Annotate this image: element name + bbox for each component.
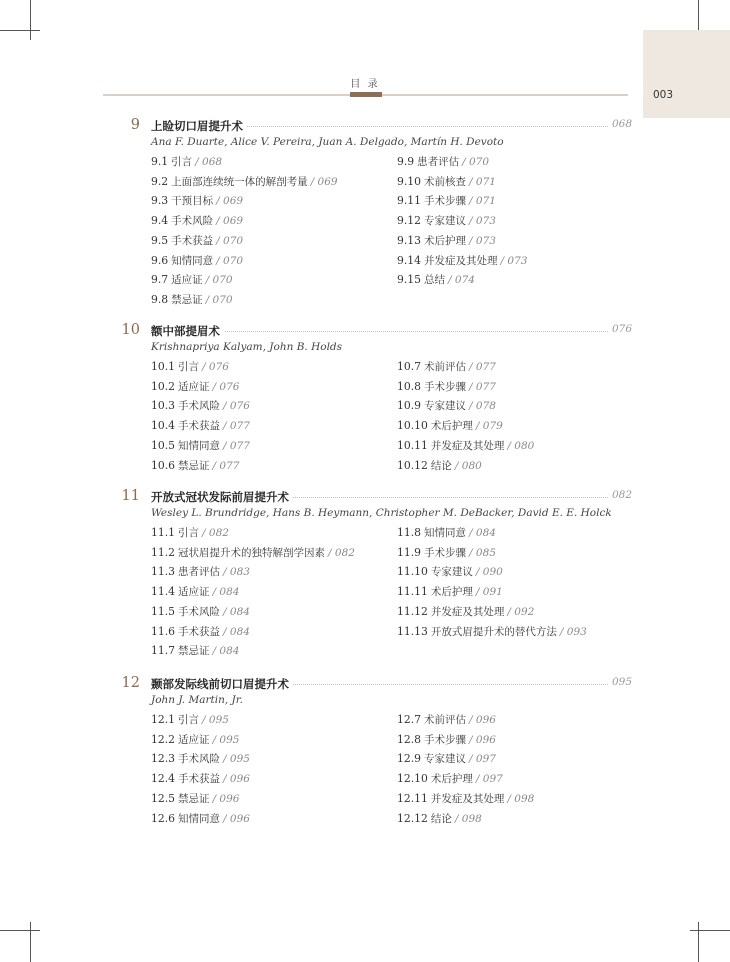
chapter-number: 10 bbox=[121, 322, 140, 338]
section-title: 引言 bbox=[171, 156, 193, 168]
section-title: 适应证 bbox=[178, 733, 210, 746]
section-number: 11.3 bbox=[151, 565, 176, 579]
toc-entry[interactable] bbox=[397, 545, 496, 560]
toc-entry[interactable] bbox=[397, 604, 534, 619]
section-number: 9.13 bbox=[397, 233, 422, 247]
section-page-number: / 074 bbox=[448, 274, 475, 287]
section-number: 9.15 bbox=[397, 273, 422, 287]
toc-entry[interactable] bbox=[151, 811, 250, 826]
section-title: 患者评估 bbox=[417, 156, 460, 168]
section-number: 9.2 bbox=[151, 174, 169, 188]
toc-entry[interactable] bbox=[397, 233, 496, 248]
section-title: 知情同意 bbox=[171, 254, 214, 267]
section-number: 12.1 bbox=[151, 713, 176, 726]
section-page-number: / 098 bbox=[454, 812, 482, 825]
section-page-number: / 073 bbox=[469, 215, 496, 228]
section-title: 冠状眉提升术的独特解剖学因素 bbox=[178, 546, 326, 559]
section-title: 并发症及其处理 bbox=[430, 439, 505, 452]
section-number: 12.3 bbox=[151, 752, 176, 766]
toc-entry[interactable] bbox=[397, 418, 503, 433]
crop-mark bbox=[0, 930, 40, 931]
section-page-number: / 090 bbox=[475, 566, 503, 579]
section-title: 手术风险 bbox=[178, 605, 221, 618]
section-number: 9.6 bbox=[151, 253, 169, 267]
section-number: 10.9 bbox=[397, 399, 422, 413]
toc-entry[interactable] bbox=[151, 545, 355, 560]
section-page-number: / 076 bbox=[212, 380, 240, 393]
toc-entry[interactable] bbox=[397, 811, 482, 826]
section-page-number: / 079 bbox=[475, 420, 503, 433]
crop-mark bbox=[30, 0, 31, 40]
chapter-page-number: 095 bbox=[609, 676, 632, 688]
section-number: 10.3 bbox=[151, 399, 176, 413]
section-page-number: / 077 bbox=[469, 380, 496, 393]
chapter-title[interactable]: 额中部提眉术 bbox=[151, 323, 224, 339]
section-number: 10.5 bbox=[151, 438, 176, 452]
section-number: 12.4 bbox=[151, 772, 176, 786]
toc-entry[interactable] bbox=[151, 564, 250, 579]
section-page-number: / 078 bbox=[469, 400, 496, 413]
toc-entry[interactable] bbox=[397, 359, 496, 374]
page-number: 003 bbox=[653, 89, 674, 101]
toc-entry[interactable] bbox=[151, 359, 229, 374]
toc-entry[interactable] bbox=[151, 624, 250, 639]
toc-entry[interactable] bbox=[151, 272, 233, 287]
section-number: 9.4 bbox=[151, 214, 169, 228]
section-page-number: / 077 bbox=[223, 439, 250, 452]
section-page-number: / 073 bbox=[500, 254, 528, 267]
section-title: 手术获益 bbox=[178, 625, 221, 638]
chapter-number: 9 bbox=[130, 117, 140, 133]
crop-mark bbox=[0, 30, 40, 31]
chapter-authors: Wesley L. Brundridge, Hans B. Heymann, Christopher M. DeBacker, David E. E. Holck bbox=[151, 507, 612, 519]
section-title: 干预目标 bbox=[171, 195, 214, 208]
toc-entry[interactable] bbox=[151, 643, 239, 658]
section-title: 引言 bbox=[178, 714, 200, 726]
section-title: 总结 bbox=[424, 274, 446, 287]
section-page-number: / 095 bbox=[212, 733, 240, 746]
chapter-title[interactable]: 颞部发际线前切口眉提升术 bbox=[151, 676, 293, 692]
section-page-number: / 091 bbox=[475, 586, 503, 599]
section-number: 10.4 bbox=[151, 419, 176, 433]
toc-entry[interactable] bbox=[397, 379, 496, 394]
section-number: 9.12 bbox=[397, 214, 422, 228]
section-title: 知情同意 bbox=[178, 439, 221, 452]
toc-entry[interactable] bbox=[151, 398, 250, 413]
chapter-number: 12 bbox=[121, 675, 140, 691]
section-page-number: / 096 bbox=[223, 812, 250, 825]
section-title: 患者评估 bbox=[178, 566, 221, 579]
section-title: 结论 bbox=[430, 812, 452, 825]
section-title: 手术获益 bbox=[171, 234, 214, 247]
section-page-number: / 071 bbox=[469, 195, 496, 208]
toc-entry[interactable] bbox=[397, 525, 496, 540]
toc-entry[interactable] bbox=[397, 732, 496, 747]
toc-entry[interactable] bbox=[397, 791, 534, 806]
section-title: 手术风险 bbox=[171, 215, 214, 228]
toc-entry[interactable] bbox=[397, 624, 587, 639]
section-title: 知情同意 bbox=[424, 527, 467, 539]
section-number: 12.8 bbox=[397, 732, 422, 746]
section-page-number: / 070 bbox=[462, 156, 490, 168]
toc-entry[interactable] bbox=[151, 253, 243, 268]
toc-entry[interactable] bbox=[151, 292, 233, 307]
section-page-number: / 070 bbox=[216, 234, 244, 247]
toc-entry[interactable] bbox=[397, 751, 496, 766]
toc-entry[interactable] bbox=[151, 233, 243, 248]
section-title: 适应证 bbox=[178, 380, 210, 393]
section-title: 专家建议 bbox=[424, 400, 467, 413]
section-number: 9.5 bbox=[151, 233, 169, 247]
section-number: 11.1 bbox=[151, 526, 176, 539]
toc-entry[interactable] bbox=[397, 253, 527, 268]
section-page-number: / 096 bbox=[223, 773, 250, 786]
crop-mark bbox=[698, 0, 699, 30]
section-page-number: / 097 bbox=[475, 773, 503, 786]
section-number: 10.7 bbox=[397, 360, 422, 373]
section-title: 术前评估 bbox=[424, 714, 467, 726]
section-number: 9.7 bbox=[151, 273, 169, 287]
section-title: 结论 bbox=[430, 459, 452, 472]
toc-entry[interactable] bbox=[151, 418, 250, 433]
section-number: 9.11 bbox=[397, 194, 422, 208]
section-number: 10.12 bbox=[397, 458, 428, 472]
section-title: 开放式眉提升术的替代方法 bbox=[430, 625, 557, 638]
section-number: 12.10 bbox=[397, 772, 428, 786]
section-title: 禁忌证 bbox=[178, 645, 210, 658]
section-page-number: / 096 bbox=[469, 733, 496, 746]
toc-entry[interactable] bbox=[151, 193, 243, 208]
toc-entry[interactable] bbox=[151, 154, 222, 169]
toc-entry[interactable] bbox=[397, 438, 534, 453]
section-title: 手术风险 bbox=[178, 753, 221, 766]
section-page-number: / 071 bbox=[469, 175, 496, 188]
section-page-number: / 084 bbox=[469, 527, 496, 539]
section-title: 专家建议 bbox=[424, 215, 467, 228]
section-title: 专家建议 bbox=[430, 566, 473, 579]
section-title: 禁忌证 bbox=[171, 293, 203, 306]
section-title: 知情同意 bbox=[178, 812, 221, 825]
section-number: 9.1 bbox=[151, 155, 169, 168]
section-number: 9.14 bbox=[397, 253, 422, 267]
section-page-number: / 070 bbox=[205, 274, 233, 287]
section-page-number: / 073 bbox=[469, 234, 496, 247]
crop-mark bbox=[690, 930, 730, 931]
section-page-number: / 093 bbox=[559, 625, 587, 638]
chapter-page-number: 082 bbox=[609, 489, 632, 501]
section-title: 适应证 bbox=[171, 274, 203, 287]
section-number: 12.11 bbox=[397, 791, 428, 805]
toc-entry[interactable] bbox=[397, 712, 496, 727]
section-number: 10.1 bbox=[151, 360, 176, 373]
section-title: 禁忌证 bbox=[178, 459, 210, 472]
section-number: 11.6 bbox=[151, 624, 176, 638]
section-page-number: / 077 bbox=[469, 361, 496, 373]
toc-entry[interactable] bbox=[151, 732, 239, 747]
chapter-authors: Krishnapriya Kalyam, John B. Holds bbox=[151, 341, 343, 353]
toc-entry[interactable] bbox=[397, 398, 496, 413]
section-title: 术前核查 bbox=[424, 175, 467, 188]
section-number: 12.12 bbox=[397, 811, 428, 825]
section-number: 11.4 bbox=[151, 585, 176, 599]
section-page-number: / 080 bbox=[507, 439, 535, 452]
section-title: 术后护理 bbox=[430, 773, 473, 786]
section-title: 引言 bbox=[178, 527, 200, 539]
section-number: 11.8 bbox=[397, 526, 422, 539]
section-title: 术后护理 bbox=[430, 420, 473, 433]
section-number: 12.7 bbox=[397, 713, 422, 726]
section-title: 术后护理 bbox=[430, 586, 473, 599]
section-title: 手术步骤 bbox=[424, 380, 467, 393]
section-page-number: / 095 bbox=[223, 753, 250, 766]
section-number: 12.9 bbox=[397, 752, 422, 766]
section-page-number: / 070 bbox=[216, 254, 244, 267]
toc-entry[interactable] bbox=[151, 791, 239, 806]
section-page-number: / 084 bbox=[212, 586, 240, 599]
section-number: 12.6 bbox=[151, 811, 176, 825]
section-page-number: / 083 bbox=[223, 566, 250, 579]
section-number: 9.8 bbox=[151, 292, 169, 306]
section-page-number: / 069 bbox=[216, 215, 244, 228]
section-page-number: / 092 bbox=[507, 605, 535, 618]
crop-mark bbox=[30, 922, 31, 962]
section-number: 11.11 bbox=[397, 585, 428, 599]
section-number: 11.5 bbox=[151, 604, 176, 618]
chapter-authors: Ana F. Duarte, Alice V. Pereira, Juan A. Delgado, Martín H. Devoto bbox=[151, 136, 504, 148]
section-number: 11.12 bbox=[397, 604, 428, 618]
section-number: 9.3 bbox=[151, 194, 169, 208]
section-page-number: / 080 bbox=[454, 459, 482, 472]
section-title: 并发症及其处理 bbox=[430, 792, 505, 805]
section-number: 10.6 bbox=[151, 458, 176, 472]
section-number: 9.10 bbox=[397, 174, 422, 188]
toc-entry[interactable] bbox=[151, 438, 250, 453]
page-tab bbox=[643, 30, 730, 118]
section-number: 11.9 bbox=[397, 545, 422, 559]
chapter-page-number: 076 bbox=[609, 323, 632, 335]
toc-entry[interactable] bbox=[151, 751, 250, 766]
toc-entry[interactable] bbox=[397, 213, 496, 228]
chapter-number: 11 bbox=[121, 488, 140, 504]
toc-entry[interactable] bbox=[151, 525, 229, 540]
section-number: 12.5 bbox=[151, 791, 176, 805]
section-number: 12.2 bbox=[151, 732, 176, 746]
toc-entry[interactable] bbox=[151, 712, 229, 727]
section-page-number: / 096 bbox=[469, 714, 496, 726]
section-title: 专家建议 bbox=[424, 753, 467, 766]
toc-entry[interactable] bbox=[151, 379, 239, 394]
section-title: 手术步骤 bbox=[424, 195, 467, 208]
section-title: 手术获益 bbox=[178, 420, 221, 433]
section-page-number: / 070 bbox=[205, 293, 233, 306]
toc-entry[interactable] bbox=[151, 458, 239, 473]
section-title: 术后护理 bbox=[424, 234, 467, 247]
section-title: 引言 bbox=[178, 361, 200, 373]
section-number: 10.10 bbox=[397, 419, 428, 433]
section-page-number: / 069 bbox=[310, 175, 338, 188]
section-page-number: / 068 bbox=[195, 156, 223, 168]
header-accent-bar bbox=[350, 92, 382, 97]
section-number: 11.10 bbox=[397, 565, 428, 579]
section-title: 手术获益 bbox=[178, 773, 221, 786]
section-number: 10.2 bbox=[151, 379, 176, 393]
toc-entry[interactable] bbox=[151, 174, 338, 189]
toc-entry[interactable] bbox=[151, 213, 243, 228]
section-title: 上面部连续统一体的解剖考量 bbox=[171, 175, 308, 188]
section-page-number: / 076 bbox=[202, 361, 229, 373]
section-number: 11.2 bbox=[151, 545, 176, 559]
section-title: 并发症及其处理 bbox=[424, 254, 498, 267]
section-page-number: / 097 bbox=[469, 753, 496, 766]
section-page-number: / 082 bbox=[328, 546, 355, 559]
section-title: 禁忌证 bbox=[178, 792, 210, 805]
section-page-number: / 082 bbox=[202, 527, 229, 539]
section-title: 并发症及其处理 bbox=[430, 605, 505, 618]
section-number: 9.9 bbox=[397, 155, 415, 168]
section-number: 10.11 bbox=[397, 438, 428, 452]
toc-entry[interactable] bbox=[397, 154, 489, 169]
chapter-page-number: 068 bbox=[609, 118, 632, 130]
chapter-authors: John J. Martin, Jr. bbox=[151, 694, 243, 706]
section-number: 10.8 bbox=[397, 379, 422, 393]
section-title: 手术步骤 bbox=[424, 733, 467, 746]
toc-entry[interactable] bbox=[397, 584, 503, 599]
chapter-title[interactable]: 上睑切口眉提升术 bbox=[151, 118, 247, 134]
section-number: 11.13 bbox=[397, 624, 428, 638]
crop-mark bbox=[698, 922, 699, 962]
page-title: 目 录 bbox=[350, 79, 380, 90]
section-page-number: / 084 bbox=[223, 625, 250, 638]
section-title: 适应证 bbox=[178, 586, 210, 599]
chapter-title[interactable]: 开放式冠状发际前眉提升术 bbox=[151, 489, 293, 505]
section-page-number: / 085 bbox=[469, 546, 496, 559]
section-page-number: / 096 bbox=[212, 792, 240, 805]
section-title: 术前评估 bbox=[424, 361, 467, 373]
section-page-number: / 084 bbox=[223, 605, 250, 618]
section-page-number: / 095 bbox=[202, 714, 229, 726]
toc-entry[interactable] bbox=[397, 458, 482, 473]
section-page-number: / 077 bbox=[212, 459, 240, 472]
toc-entry[interactable] bbox=[151, 604, 250, 619]
toc-entry[interactable] bbox=[397, 564, 503, 579]
section-title: 手术步骤 bbox=[424, 546, 467, 559]
section-page-number: / 077 bbox=[223, 420, 250, 433]
section-title: 手术风险 bbox=[178, 400, 221, 413]
section-page-number: / 069 bbox=[216, 195, 244, 208]
section-number: 11.7 bbox=[151, 644, 176, 658]
section-page-number: / 098 bbox=[507, 792, 535, 805]
toc-entry[interactable] bbox=[397, 771, 503, 786]
section-page-number: / 076 bbox=[223, 400, 250, 413]
section-page-number: / 084 bbox=[212, 645, 240, 658]
toc-entry[interactable] bbox=[151, 771, 250, 786]
dot-leader bbox=[160, 331, 620, 332]
toc-entry[interactable] bbox=[397, 193, 496, 208]
toc-entry[interactable] bbox=[397, 174, 496, 189]
toc-entry[interactable] bbox=[397, 272, 475, 287]
toc-entry[interactable] bbox=[151, 584, 239, 599]
